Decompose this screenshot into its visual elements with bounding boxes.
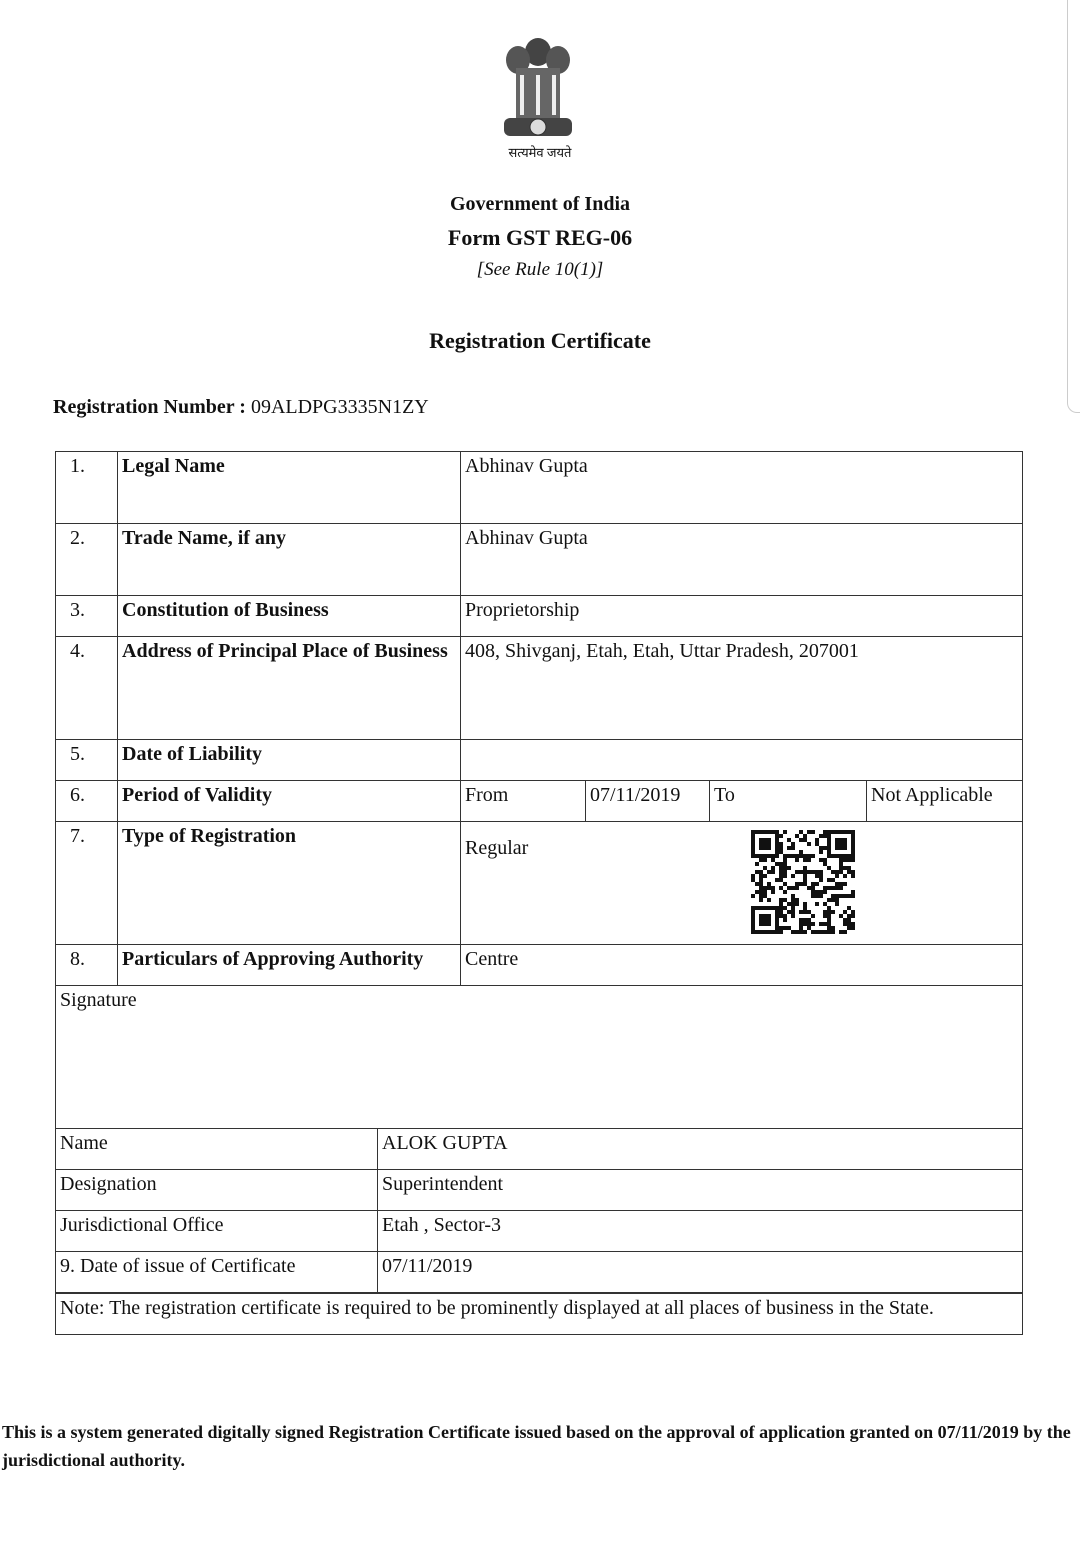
row-number: 7. — [55, 821, 118, 945]
valid-from: 07/11/2019 — [585, 780, 710, 822]
row-number: 5. — [55, 739, 118, 781]
row-label: Address of Principal Place of Business — [117, 636, 461, 740]
to-label: To — [709, 780, 867, 822]
row-label: Period of Validity — [117, 780, 461, 822]
row-label: Constitution of Business — [117, 595, 461, 637]
registration-number-value: 09ALDPG3335N1ZY — [250, 396, 429, 418]
government-heading: Government of India — [450, 193, 630, 215]
row-number: 4. — [55, 636, 118, 740]
row-number: 1. — [55, 451, 118, 524]
officer-value: Etah , Sector-3 — [377, 1210, 1023, 1252]
row-value: Centre — [460, 944, 1023, 986]
row-value: Regular — [460, 821, 1023, 945]
officer-value: 07/11/2019 — [377, 1251, 1023, 1293]
row-number: 8. — [55, 944, 118, 986]
form-heading: Form GST REG-06 — [447, 225, 633, 250]
row-value: 408, Shivganj, Etah, Etah, Uttar Pradesh, 207001 — [460, 636, 1023, 740]
row-value: Abhinav Gupta — [460, 451, 1023, 524]
row-label: Legal Name — [117, 451, 461, 524]
valid-to: Not Applicable — [866, 780, 1023, 822]
row-value: Proprietorship — [460, 595, 1023, 637]
from-label: From — [460, 780, 586, 822]
national-emblem-icon — [498, 30, 578, 140]
row-label: Type of Registration — [117, 821, 461, 945]
row-label: Date of Liability — [117, 739, 461, 781]
registration-number — [53, 396, 429, 419]
officer-value: ALOK GUPTA — [377, 1128, 1023, 1170]
row-value — [460, 739, 1023, 781]
row-number: 2. — [55, 523, 118, 596]
officer-label: Name — [55, 1128, 378, 1170]
page-title: Registration Certificate — [429, 328, 651, 353]
officer-label: Jurisdictional Office — [55, 1210, 378, 1252]
qr-code-icon — [751, 830, 855, 934]
note: Note: The registration certificate is required to be prominently displayed at all places of business in the State. — [55, 1293, 1023, 1335]
row-number: 6. — [55, 780, 118, 822]
registration-number-label: Registration Number : — [53, 396, 246, 418]
rule-reference: [See Rule 10(1)] — [476, 259, 604, 280]
footer-text: This is a system generated digitally signed Registration Certificate issued based on the approval of application granted on 07/11/2019 by the jurisdictional authority. — [2, 1422, 1071, 1470]
officer-label: 9. Date of issue of Certificate — [55, 1251, 378, 1293]
row-label: Trade Name, if any — [117, 523, 461, 596]
signature-block — [55, 985, 1023, 1129]
motto: सत्यमेव जयते — [508, 145, 572, 160]
signature-label: Signature — [60, 989, 137, 1011]
row-value: Abhinav Gupta — [460, 523, 1023, 596]
row-number: 3. — [55, 595, 118, 637]
row-label: Particulars of Approving Authority — [117, 944, 461, 986]
officer-value: Superintendent — [377, 1169, 1023, 1211]
officer-label: Designation — [55, 1169, 378, 1211]
